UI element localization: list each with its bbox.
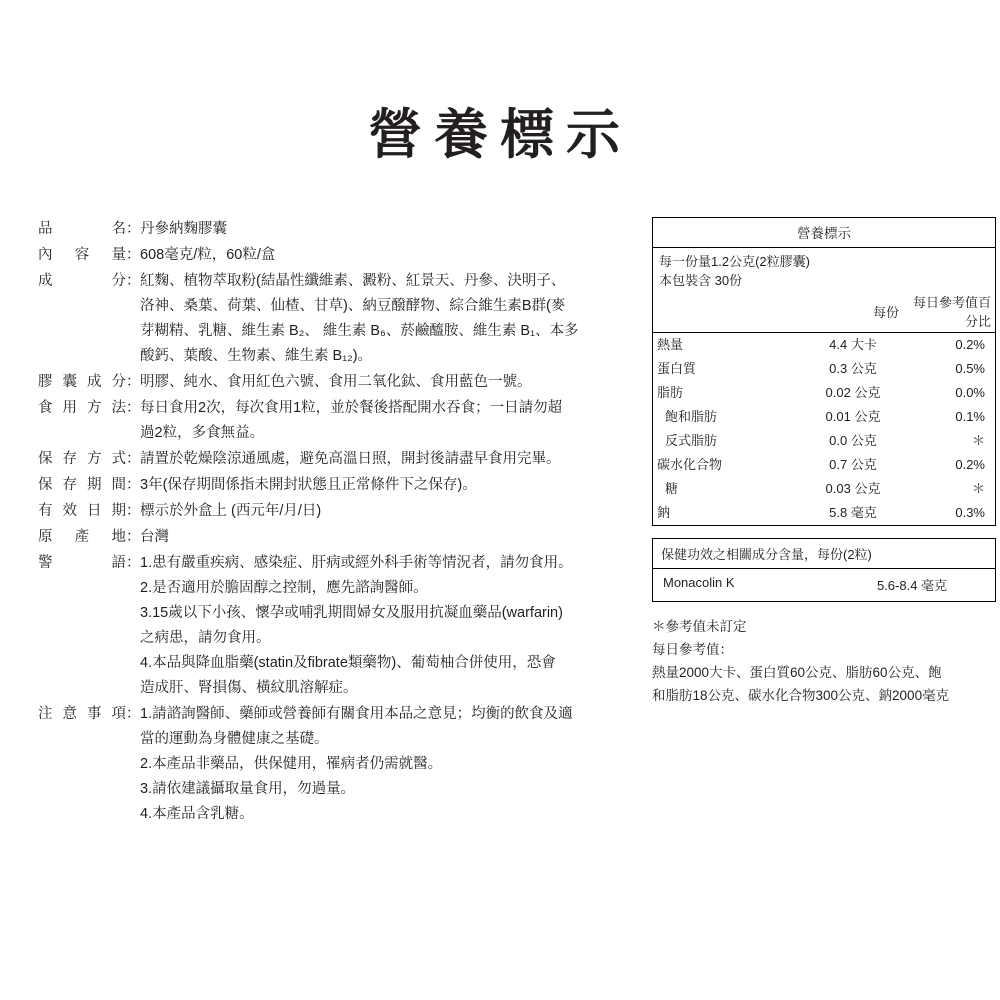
spec-colon: ： [126,451,141,467]
spec-value-line: 標示於外盒上 (西元年/月/日) [140,503,322,519]
spec-row [38,473,630,498]
nutrient-amount: 4.4 大卡 [829,337,877,352]
spec-label: 警語 [38,555,126,571]
spec-value-line: 1.請諮詢醫師、藥師或營養師有關食用本品之意見；均衡的飲食及適 [140,706,573,722]
nutrition-row [653,453,995,477]
spec-colon: ： [126,400,141,416]
product-spec-list [38,217,630,828]
nutrition-col-daily-value: 每日參考值百分比 [903,290,995,333]
spec-value [140,370,630,395]
nutrition-col-blank [653,290,803,333]
nutrient-name: 脂肪 [657,385,684,400]
footnote-line: 每日參考值： [652,642,733,657]
nutrition-panel [630,217,1000,828]
nutrient-name: 蛋白質 [657,361,697,376]
nutrient-daily-percent: 0.5% [955,361,985,376]
spec-value-line: 造成肝、腎損傷、橫紋肌溶解症。 [140,680,358,696]
spec-value-line: 2.本產品非藥品，供保健用，罹病者仍需就醫。 [140,756,443,772]
spec-label: 保存方式 [38,451,126,467]
spec-colon: ： [126,273,141,289]
spec-row [38,447,630,472]
nutrient-daily-percent: 0.0% [955,385,985,400]
footnotes [652,615,1000,707]
nutrient-amount: 0.03 公克 [825,481,881,496]
nutrition-row [653,501,995,525]
functional-row [653,569,995,601]
spec-value [140,551,630,701]
spec-value [140,473,630,498]
functional-value: 5.6-8.4 毫克 [876,578,948,593]
footnote-line: 和脂肪18公克、碳水化合物300公克、鈉2000毫克 [652,688,950,703]
serving-size: 每一份量1.2公克(2粒膠囊) [659,254,810,269]
spec-value [140,525,630,550]
nutrition-row [653,333,995,358]
nutrient-daily-percent: 0.1% [955,409,985,424]
spec-value [140,499,630,524]
nutrition-row [653,477,995,501]
spec-value [140,447,630,472]
nutrient-daily-percent: 0.2% [955,457,985,472]
nutrient-name: 碳水化合物 [657,457,723,472]
spec-value [140,269,630,369]
nutrient-name: 反式脂肪 [665,433,718,448]
spec-label: 食用方法 [38,400,126,416]
spec-label: 品名 [38,221,126,237]
spec-row [38,525,630,550]
nutrition-table [653,290,995,525]
nutrient-daily-percent: ＊ [971,481,985,496]
spec-label: 有效日期 [38,503,126,519]
nutrient-daily-percent: ＊ [971,433,985,448]
nutrient-amount: 0.02 公克 [825,385,881,400]
nutrient-name: 糖 [665,481,679,496]
nutrient-amount: 0.3 公克 [829,361,877,376]
spec-value-line: 3.15歲以下小孩、懷孕或哺乳期間婦女及服用抗凝血藥品(warfarin) [140,605,563,621]
spec-label: 成分 [38,273,126,289]
spec-value-line: 請置於乾燥陰涼通風處，避免高溫日照，開封後請盡早食用完畢。 [140,451,561,467]
spec-label: 膠囊成分 [38,374,126,390]
spec-value [140,243,630,268]
spec-value-line: 芽糊精、乳糖、維生素 B₂、 維生素 B₆、菸鹼醯胺、維生素 B₁、本多 [140,323,579,339]
spec-value-line: 608毫克/粒，60粒/盒 [140,247,276,263]
spec-row [38,551,630,701]
nutrition-row [653,429,995,453]
nutrition-facts-box [652,217,996,526]
spec-value-line: 過2粒，多食無益。 [140,425,265,441]
spec-colon: ： [126,247,141,263]
functional-header: 保健功效之相關成分含量，每份(2粒) [653,539,995,569]
spec-value-line: 1.患有嚴重疾病、感染症、肝病或經外科手術等情況者，請勿食用。 [140,555,573,571]
nutrient-amount: 0.01 公克 [825,409,881,424]
nutrient-daily-percent: 0.2% [955,337,985,352]
content-area [0,169,1000,828]
nutrient-amount: 0.7 公克 [829,457,877,472]
spec-label: 內容量 [38,247,126,263]
spec-value-line: 紅麴、植物萃取粉(結晶性纖維素、澱粉、紅景天、丹參、決明子、 [140,273,566,289]
spec-row [38,217,630,242]
spec-row [38,499,630,524]
nutrition-rows [653,333,995,526]
spec-value [140,702,630,827]
servings-per-container: 本包裝含 30份 [659,273,743,288]
nutrition-header: 營養標示 [653,218,995,248]
spec-label: 注意事項 [38,706,126,722]
spec-colon: ： [126,706,141,722]
nutrition-col-per-serving: 每份 [803,290,903,333]
spec-value-line: 4.本產品含乳糖。 [140,806,254,822]
spec-value [140,396,630,446]
functional-ingredient-box [652,538,996,602]
spec-row [38,243,630,268]
nutrition-row [653,405,995,429]
page-title: 營養標示 [368,105,632,165]
spec-colon: ： [126,477,141,493]
nutrition-row [653,381,995,405]
spec-value-line: 之病患，請勿食用。 [140,630,271,646]
spec-value [140,217,630,242]
spec-rows [38,217,630,827]
nutrition-row [653,357,995,381]
spec-label: 原產地 [38,529,126,545]
spec-colon: ： [126,529,141,545]
nutrient-amount: 0.0 公克 [829,433,877,448]
spec-value-line: 3.請依建議攝取量食用，勿過量。 [140,781,356,797]
nutrient-daily-percent: 0.3% [955,505,985,520]
spec-value-line: 每日食用2次，每次食用1粒，並於餐後搭配開水吞食；一日請勿超 [140,400,563,416]
spec-colon: ： [126,221,141,237]
footnote-line: 熱量2000大卡、蛋白質60公克、脂肪60公克、飽 [652,665,942,680]
spec-value-line: 3年(保存期間係指未開封狀態且正常條件下之保存)。 [140,477,477,493]
spec-value-line: 台灣 [140,529,169,545]
spec-row [38,396,630,446]
nutrient-name: 鈉 [657,505,671,520]
spec-value-line: 酸鈣、葉酸、生物素、維生素 B₁₂)。 [140,348,373,364]
footnote-line: ＊參考值未訂定 [652,619,747,634]
spec-value-line: 當的運動為身體健康之基礎。 [140,731,329,747]
nutrient-name: 飽和脂肪 [665,409,718,424]
spec-row [38,269,630,369]
spec-value-line: 洛神、桑葉、荷葉、仙楂、甘草)、納豆醱酵物、綜合維生素B群(麥 [140,298,566,314]
spec-value-line: 明膠、純水、食用紅色六號、食用二氧化鈦、食用藍色一號。 [140,374,532,390]
spec-value-line: 丹參納麴膠囊 [140,221,227,237]
spec-colon: ： [126,374,141,390]
functional-name: Monacolin K [663,575,735,590]
spec-value-line: 2.是否適用於膽固醇之控制，應先諮詢醫師。 [140,580,428,596]
spec-colon: ： [126,555,141,571]
spec-row [38,702,630,827]
spec-row [38,370,630,395]
spec-value-line: 4.本品與降血脂藥(statin及fibrate類藥物)、葡萄柚合併使用，恐會 [140,655,556,671]
spec-colon: ： [126,503,141,519]
nutrient-name: 熱量 [657,337,684,352]
spec-label: 保存期間 [38,477,126,493]
nutrient-amount: 5.8 毫克 [829,505,877,520]
